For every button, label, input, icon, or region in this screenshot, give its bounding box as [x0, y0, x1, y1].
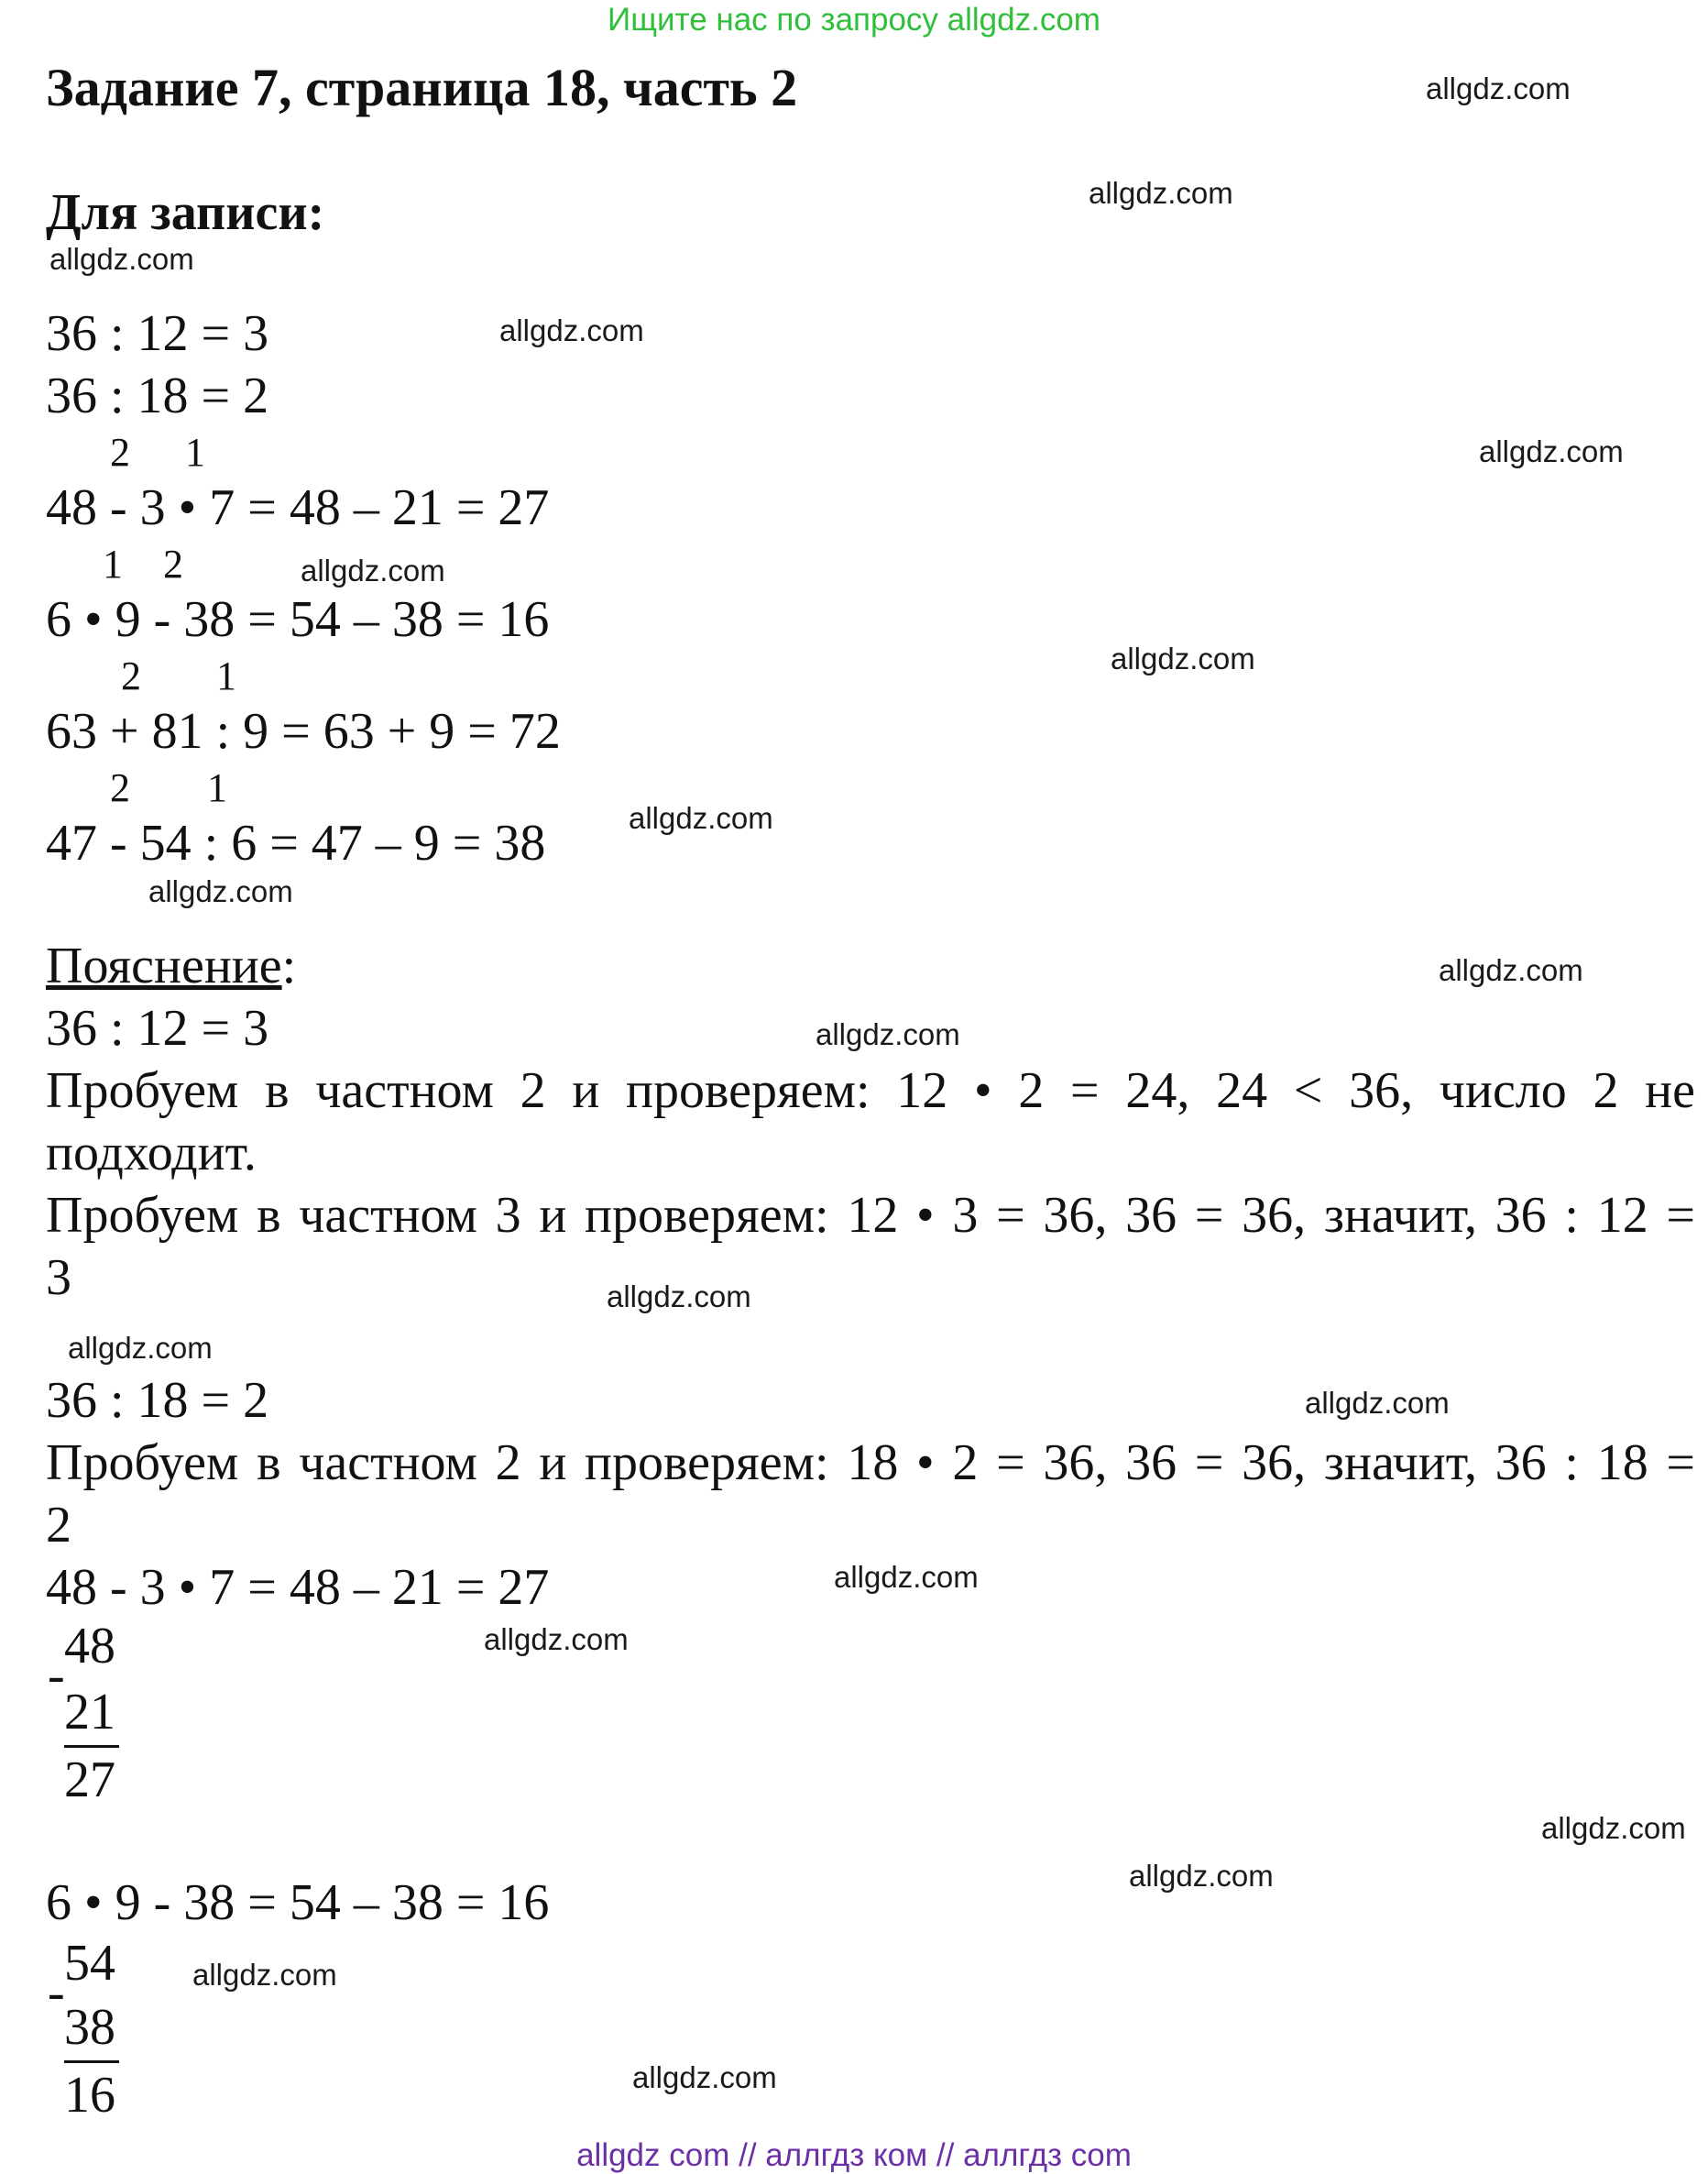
operation-order-mark: 1: [216, 653, 236, 698]
search-hint-banner: Ищите нас по запросу allgdz.com: [608, 2, 1100, 38]
footer-links: allgdz com // аллгдз ком // аллгдз com: [576, 2137, 1132, 2173]
watermark: allgdz.com: [629, 801, 773, 835]
watermark: allgdz.com: [301, 554, 445, 587]
watermark: allgdz.com: [68, 1331, 213, 1365]
watermark: allgdz.com: [484, 1622, 629, 1656]
record-equation-6: 47 - 54 : 6 = 47 – 9 = 38: [46, 815, 546, 872]
record-equation-5: 63 + 81 : 9 = 63 + 9 = 72: [46, 703, 561, 760]
watermark: allgdz.com: [1089, 176, 1233, 210]
operation-order-mark: 2: [121, 653, 141, 698]
column-subtrahend: 38: [64, 1999, 115, 2056]
explanation-heading-colon: :: [281, 938, 297, 994]
record-equation-4: 6 • 9 - 38 = 54 – 38 = 16: [46, 591, 550, 648]
record-equation-2: 36 : 18 = 2: [46, 368, 269, 424]
watermark: allgdz.com: [1541, 1811, 1686, 1845]
explanation-equation-4: 6 • 9 - 38 = 54 – 38 = 16: [46, 1874, 550, 1931]
explanation-heading-text: Пояснение: [46, 938, 282, 994]
explanation-paragraph-2-line-2: 3: [46, 1249, 71, 1306]
watermark: allgdz.com: [816, 1017, 960, 1051]
watermark: allgdz.com: [1439, 953, 1583, 987]
watermark: allgdz.com: [1426, 71, 1571, 105]
record-equation-3: 48 - 3 • 7 = 48 – 21 = 27: [46, 479, 550, 536]
explanation-paragraph-3-line-1: Пробуем в частном 2 и проверяем: 18 • 2 = 36, 36 = 36, значит, 36 : 18 =: [46, 1434, 1695, 1491]
page-title: Задание 7, страница 18, часть 2: [46, 58, 798, 117]
operation-order-mark: 2: [163, 542, 183, 587]
explanation-paragraph-1-line-1: Пробуем в частном 2 и проверяем: 12 • 2 = 24, 24 < 36, число 2 не: [46, 1062, 1695, 1119]
watermark: allgdz.com: [499, 313, 644, 347]
watermark: allgdz.com: [607, 1279, 751, 1313]
explanation-paragraph-1-line-2: подходит.: [46, 1125, 257, 1181]
operation-order-mark: 2: [110, 430, 130, 475]
column-rule: [64, 2060, 119, 2063]
operation-order-mark: 2: [110, 765, 130, 810]
watermark: allgdz.com: [148, 874, 293, 908]
explanation-paragraph-2-line-1: Пробуем в частном 3 и проверяем: 12 • 3 = 36, 36 = 36, значит, 36 : 12 =: [46, 1187, 1695, 1244]
explanation-equation-3: 48 - 3 • 7 = 48 – 21 = 27: [46, 1559, 550, 1616]
explanation-equation-2: 36 : 18 = 2: [46, 1372, 269, 1429]
column-minuend: 48: [64, 1618, 115, 1674]
column-minus-sign: -: [48, 1964, 65, 2021]
column-result: 16: [64, 2067, 115, 2124]
record-equation-1: 36 : 12 = 3: [46, 305, 269, 362]
column-rule: [64, 1745, 119, 1748]
watermark: allgdz.com: [192, 1958, 337, 1992]
column-result: 27: [64, 1751, 115, 1808]
watermark: allgdz.com: [1111, 642, 1255, 675]
watermark: allgdz.com: [49, 242, 194, 276]
column-minus-sign: -: [48, 1647, 65, 1704]
explanation-heading: [46, 935, 296, 997]
operation-order-mark: 1: [185, 430, 205, 475]
watermark: allgdz.com: [1129, 1859, 1274, 1893]
operation-order-mark: 1: [103, 542, 123, 587]
watermark: allgdz.com: [1479, 434, 1624, 468]
watermark: allgdz.com: [1305, 1386, 1450, 1420]
record-heading: Для записи:: [46, 184, 325, 241]
explanation-equation-1: 36 : 12 = 3: [46, 1000, 269, 1057]
explanation-paragraph-3-line-2: 2: [46, 1497, 71, 1554]
watermark: allgdz.com: [632, 2060, 777, 2094]
watermark: allgdz.com: [834, 1560, 979, 1594]
column-subtrahend: 21: [64, 1684, 115, 1740]
column-minuend: 54: [64, 1935, 115, 1992]
operation-order-mark: 1: [207, 765, 227, 810]
